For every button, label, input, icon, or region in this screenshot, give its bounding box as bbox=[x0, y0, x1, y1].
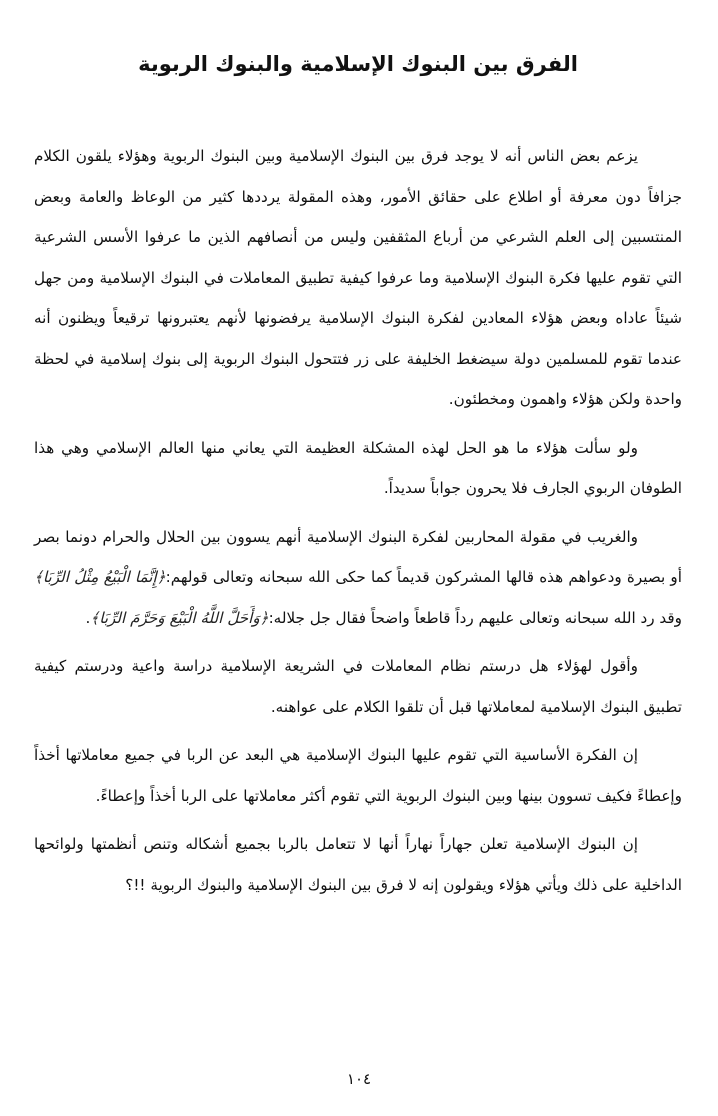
paragraph-3-text-a: والغريب في مقولة المحاربين لفكرة البنوك الإسلامية أنهم يسوون بين الحلال والحرام دونما بصر أو بصيرة ودعواهم هذه قالها المشركون قديماً كما حكى الله سبحانه وتعالى قولهم: bbox=[34, 527, 682, 586]
page-number: ١٠٤ bbox=[346, 1070, 372, 1088]
paragraph-3-text-b: وقد رد الله سبحانه وتعالى عليهم رداً قاطعاً واضحاً فقال جل جلاله: bbox=[268, 608, 682, 627]
paragraph-2: ولو سألت هؤلاء ما هو الحل لهذه المشكلة العظيمة التي يعاني منها العالم الإسلامي وهي هذا الطوفان الربوي الجارف فلا يحرون جواباً سديداً. bbox=[34, 438, 682, 497]
quran-verse-1: ﴿إِنَّمَا الْبَيْعُ مِثْلُ الرِّبَا﴾ bbox=[34, 568, 166, 586]
paragraph-5: إن الفكرة الأساسية التي تقوم عليها البنوك الإسلامية هي البعد عن الربا في جميع معاملاتها أخذاً وإعطاءً فكيف تسوون بينها وبين البنوك الربوية التي تقوم أكثر معاملاتها على الربا أخذاً وإعطاءً. bbox=[34, 746, 682, 805]
paragraph-3: والغريب في مقولة المحاربين لفكرة البنوك الإسلامية أنهم يسوون بين الحلال والحرام دونما بصر أو بصيرة ودعواهم هذه قالها المشركون قديماً كما حكى الله سبحانه وتعالى قولهم:﴿إِنَّمَا الْبَيْعُ مِثْلُ الرِّبَا﴾ وقد رد الله سبحانه وتعالى عليهم رداً قاطعاً واضحاً فقال جل جلاله:﴿وَأَحَلَّ اللَّهُ الْبَيْعَ وَحَرَّمَ الرِّبَا﴾. bbox=[34, 527, 682, 627]
paragraph-4: وأقول لهؤلاء هل درستم نظام المعاملات في الشريعة الإسلامية دراسة واعية ودرستم كيفية تطبيق البنوك الإسلامية لمعاملاتها قبل أن تلقوا الكلام على عواهنه. bbox=[34, 657, 682, 716]
page-title: الفرق بين البنوك الإسلامية والبنوك الربوية bbox=[138, 52, 578, 76]
quran-verse-2: ﴿وَأَحَلَّ اللَّهُ الْبَيْعَ وَحَرَّمَ الرِّبَا﴾ bbox=[90, 608, 269, 627]
paragraph-6: إن البنوك الإسلامية تعلن جهاراً نهاراً أنها لا تتعامل بالربا بجميع أشكاله وتنص أنظمتها ولوائحها الداخلية على ذلك ويأتي هؤلاء ويقولون إنه لا فرق بين البنوك الإسلامية والبنوك الربوية !!؟ bbox=[34, 835, 682, 894]
paragraph-1: يزعم بعض الناس أنه لا يوجد فرق بين البنوك الإسلامية وبين البنوك الربوية وهؤلاء يلقون الكلام جزافاً دون معرفة أو اطلاع على حقائق الأمور، وهذه المقولة يرددها كثير من الوعاظ والعامة وبعض المنتسبين إلى العلم الشرعي من أرباع المثقفين وليس من أنصافهم الذين ما عرفوا الأسس الشرعية التي تقوم عليها فكرة البنوك الإسلامية وما عرفوا كيفية تطبيق المعاملات في البنوك الإسلامية ومن جهل شيئاً عاداه وبعض هؤلاء المعادين لفكرة البنوك الإسلامية يرفضونها لأنهم يعتبرونها ترقيعاً ويظنون أنه عندما تقوم للمسلمين دولة سيضغط الخليفة على زر فتتحول البنوك الربوية إلى بنوك إسلامية في لحظة واحدة ولكن هؤلاء واهمون ومخطئون. bbox=[34, 147, 682, 408]
